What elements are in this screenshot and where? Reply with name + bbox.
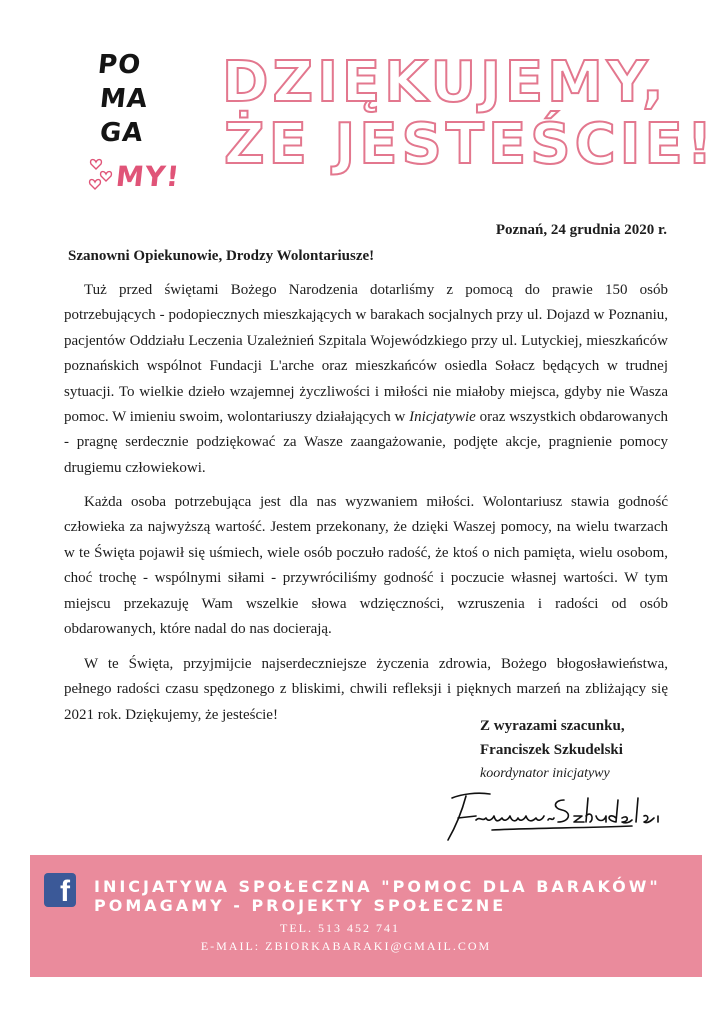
facebook-letter: f bbox=[60, 875, 70, 908]
headline-line-2: ŻE JESTEŚCIE! bbox=[224, 112, 717, 177]
footer-phone: TEL. 513 452 741 bbox=[280, 921, 400, 935]
paragraph-2: Każda osoba potrzebująca jest dla nas wyzwaniem miłości. Wolontariusz stawia godność człowieka za najwyższą wartość. Jestem przekonany, że dzięki Waszej pomocy, na wielu twarzach w te Święta pojawił się uśmiech, wiele osób poczuło radość, że ktoś o nich pamięta, wielu osobom, choć trochę - wspólnymi siłami - przywróciliśmy godność i poczucie własnej wartości. W tym miejscu przekazuję Wam wszelkie słowa wdzięczności, wzruszenia i radości od osób obdarowanych, które nadal do nas docierają. bbox=[64, 494, 668, 638]
footer-email[interactable]: E-MAIL: ZBIORKABARAKI@GMAIL.COM bbox=[200, 939, 492, 953]
headline bbox=[222, 50, 717, 177]
headline-line-1: DZIĘKUJEMY, bbox=[222, 50, 668, 115]
paragraph-1-part-a: Tuż przed świętami Bożego Narodzenia dotarliśmy z pomocą do prawie 150 osób potrzebujących - podopiecznych mieszkających w barakach socjalnych przy ul. Dojazd w Poznaniu, pacjentów Oddziału Leczenia Uzależnień Szpitala Wojewódzkiego przy ul. Lutyckiej, mieszkańców poznańskich wspólnot Fundacji L'arche oraz mieszkańców osiedla Sołacz będących w trudnej sytuacji. To wielkie dzieło wzajemnej życzliwości i miłości nie miałoby miejsca, gdyby nie Wasza pomoc. W imieniu swoim, wolontariuszy działających w bbox=[64, 282, 668, 426]
footer-banner bbox=[30, 855, 702, 977]
footer-subtitle: POMAGAMY - PROJEKTY SPOŁECZNE bbox=[94, 896, 507, 915]
facebook-icon[interactable] bbox=[44, 873, 76, 907]
logo-line-4: MY! bbox=[114, 160, 182, 193]
footer-initiative-name: INICJATYWA SPOŁECZNA "POMOC DLA BARAKÓW" bbox=[94, 877, 661, 896]
closing-role: koordynator inicjatywy bbox=[480, 766, 610, 781]
logo-line-1: PO bbox=[96, 50, 143, 80]
logo-line-3: GA bbox=[98, 118, 146, 148]
pomagamy-logo bbox=[88, 50, 188, 220]
salutation: Szanowni Opiekunowie, Drodzy Wolontariusze! bbox=[68, 248, 375, 264]
closing-regards: Z wyrazami szacunku, bbox=[480, 718, 625, 734]
letter-date: Poznań, 24 grudnia 2020 r. bbox=[495, 222, 667, 238]
paragraph-1-italic: Inicjatywie bbox=[409, 409, 476, 426]
paragraph-1-part-b: oraz wszystkich obdarowanych - pragnę serdecznie podziękować za Wasze zaangażowanie, podjęte akcje, pragnienie pomocy drugiemu człowiekowi. bbox=[64, 409, 668, 476]
paragraph-1 bbox=[64, 278, 668, 481]
closing-block bbox=[480, 714, 625, 786]
handwritten-signature bbox=[432, 786, 672, 846]
closing-name: Franciszek Szkudelski bbox=[480, 742, 623, 758]
paragraph-3: W te Święta, przyjmijcie najserdeczniejsze życzenia zdrowia, Bożego błogosławieństwa, pełnego radości czasu spędzonego z bliskimi, chwili refleksji i pięknych marzeń na zbliżający się 2021 rok. Dziękujemy, że jesteście! bbox=[64, 656, 668, 723]
logo-line-2: MA bbox=[98, 84, 150, 114]
